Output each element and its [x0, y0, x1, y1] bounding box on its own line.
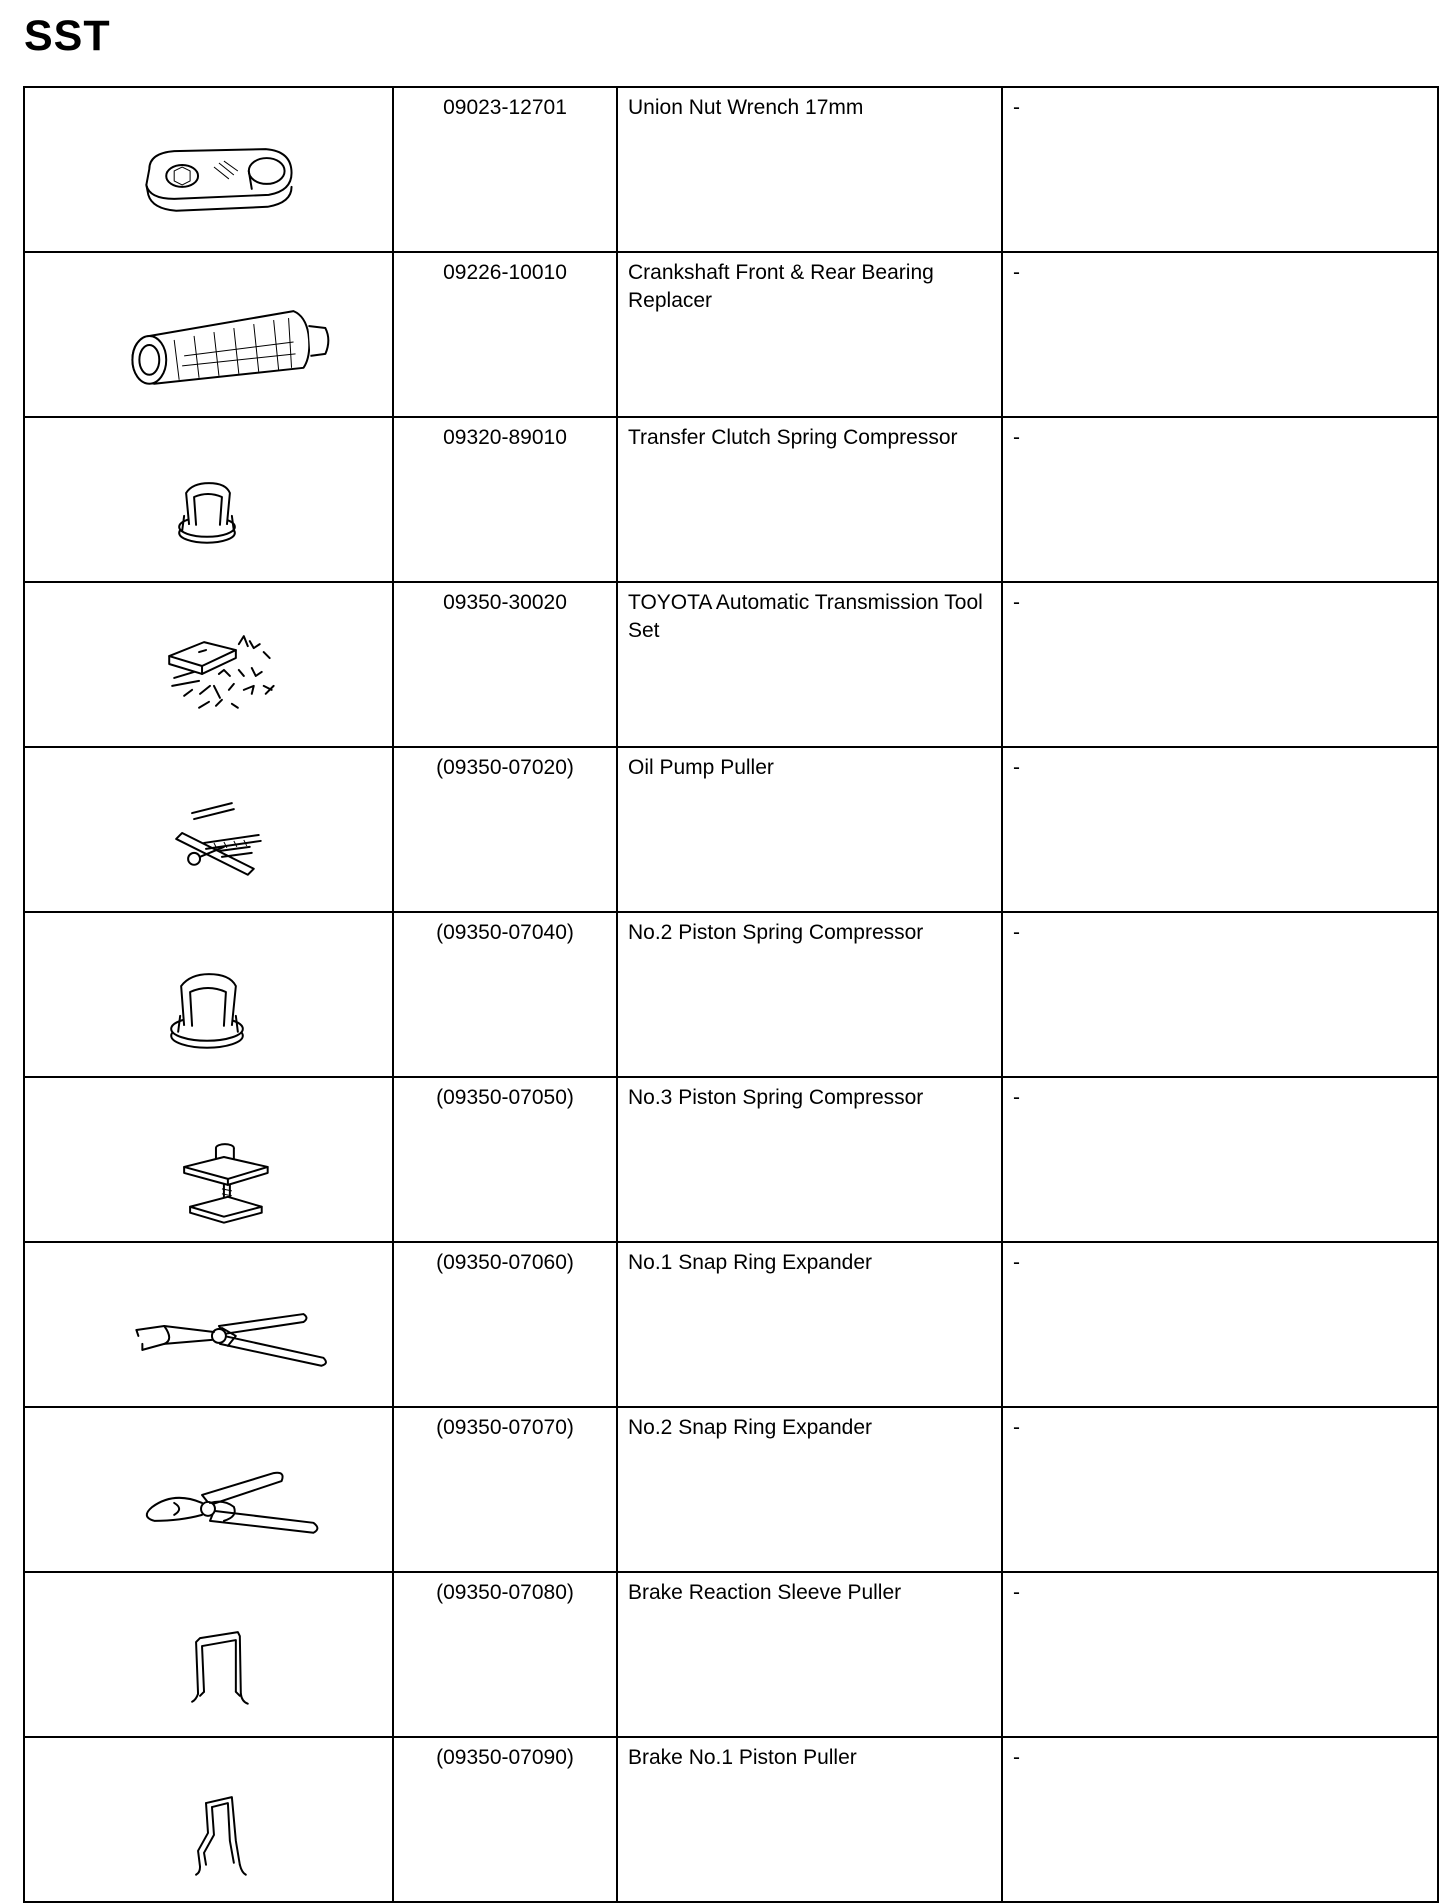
tool-note: -	[1002, 87, 1438, 252]
table-row	[24, 747, 1438, 912]
part-number: (09350-07090)	[393, 1737, 617, 1902]
tool-note: -	[1002, 1572, 1438, 1737]
page-title: SST	[24, 12, 111, 60]
table-row	[24, 1242, 1438, 1407]
tool-illustration-cell	[24, 1572, 393, 1737]
tool-note: -	[1002, 747, 1438, 912]
table-row	[24, 1572, 1438, 1737]
sst-table	[23, 86, 1439, 1903]
plate-compressor-icon	[25, 1078, 392, 1241]
tool-name: Transfer Clutch Spring Compressor	[617, 417, 1002, 582]
bearing-replacer-icon	[25, 253, 392, 416]
tool-illustration-cell	[24, 417, 393, 582]
part-number: (09350-07020)	[393, 747, 617, 912]
tool-name: Oil Pump Puller	[617, 747, 1002, 912]
table-row	[24, 1737, 1438, 1902]
part-number: 09226-10010	[393, 252, 617, 417]
tool-note: -	[1002, 252, 1438, 417]
tool-illustration-cell	[24, 747, 393, 912]
part-number: (09350-07050)	[393, 1077, 617, 1242]
tool-name: No.2 Snap Ring Expander	[617, 1407, 1002, 1572]
tool-illustration-cell	[24, 1077, 393, 1242]
table-row	[24, 252, 1438, 417]
tool-illustration-cell	[24, 252, 393, 417]
part-number: (09350-07080)	[393, 1572, 617, 1737]
tool-illustration-cell	[24, 1407, 393, 1572]
table-row	[24, 1407, 1438, 1572]
tool-note: -	[1002, 1737, 1438, 1902]
piston-puller-icon	[25, 1738, 392, 1901]
tool-note: -	[1002, 417, 1438, 582]
tool-name: Union Nut Wrench 17mm	[617, 87, 1002, 252]
tool-name: No.1 Snap Ring Expander	[617, 1242, 1002, 1407]
tool-note: -	[1002, 1077, 1438, 1242]
tool-illustration-cell	[24, 582, 393, 747]
tool-name: Crankshaft Front & Rear Bearing Replacer	[617, 252, 1002, 417]
tool-illustration-cell	[24, 1737, 393, 1902]
sleeve-puller-icon	[25, 1573, 392, 1736]
union-nut-wrench-icon	[25, 88, 392, 251]
tool-note: -	[1002, 582, 1438, 747]
tool-name: No.2 Piston Spring Compressor	[617, 912, 1002, 1077]
tool-note: -	[1002, 1407, 1438, 1572]
tool-set-icon	[25, 583, 392, 746]
table-row	[24, 87, 1438, 252]
tool-name: Brake No.1 Piston Puller	[617, 1737, 1002, 1902]
tool-note: -	[1002, 1242, 1438, 1407]
table-row	[24, 1077, 1438, 1242]
tool-illustration-cell	[24, 87, 393, 252]
table-row	[24, 417, 1438, 582]
tool-name: Brake Reaction Sleeve Puller	[617, 1572, 1002, 1737]
oil-pump-puller-icon	[25, 748, 392, 911]
part-number: 09350-30020	[393, 582, 617, 747]
tool-name: TOYOTA Automatic Transmission Tool Set	[617, 582, 1002, 747]
part-number: (09350-07040)	[393, 912, 617, 1077]
snap-ring-pliers-icon	[25, 1408, 392, 1571]
spring-compressor-icon	[25, 418, 392, 581]
table-row	[24, 582, 1438, 747]
tool-name: No.3 Piston Spring Compressor	[617, 1077, 1002, 1242]
part-number: 09320-89010	[393, 417, 617, 582]
part-number: 09023-12701	[393, 87, 617, 252]
tool-illustration-cell	[24, 1242, 393, 1407]
tool-illustration-cell	[24, 912, 393, 1077]
snap-ring-expander-icon	[25, 1243, 392, 1406]
part-number: (09350-07060)	[393, 1242, 617, 1407]
part-number: (09350-07070)	[393, 1407, 617, 1572]
table-row	[24, 912, 1438, 1077]
piston-spring-compressor-icon	[25, 913, 392, 1076]
tool-note: -	[1002, 912, 1438, 1077]
